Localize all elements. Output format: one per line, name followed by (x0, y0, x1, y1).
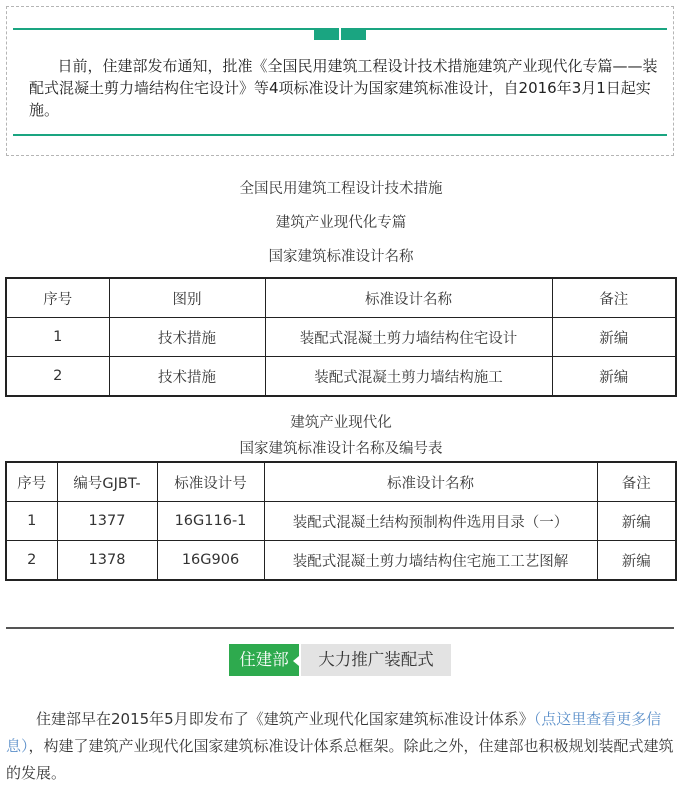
header-standard-name: 标准设计名称 (264, 462, 597, 502)
notice-tab-decoration (314, 28, 366, 40)
notice-text: 日前，住建部发布通知，批准《全国民用建筑工程设计技术措施建筑产业现代化专篇——装配式混凝土剪力墙结构住宅设计》等4项标准设计为国家建筑标准设计，自2016年3月1日起实施。 (29, 57, 658, 119)
header-standard-code: 标准设计号 (157, 462, 264, 502)
cell-standard-code: 16G116-1 (157, 502, 264, 541)
section-tag-secondary: 大力推广装配式 (301, 644, 451, 676)
section-tag-primary: 住建部 (229, 644, 299, 676)
intro-text-after-link: ，构建了建筑产业现代化国家建筑标准设计体系总框架。除此之外，住建部也积极规划装配式建筑的发展。 (6, 737, 674, 782)
cell-standard-name: 装配式混凝土剪力墙结构住宅设计 (265, 318, 552, 357)
table-row (6, 502, 676, 541)
cell-index: 2 (6, 541, 57, 581)
section-divider (6, 627, 674, 629)
cell-category: 技术措施 (109, 318, 265, 357)
table1-caption-2: 建筑产业现代化专篇 (275, 215, 407, 231)
header-category: 图别 (109, 278, 265, 318)
header-standard-name: 标准设计名称 (265, 278, 552, 318)
cell-standard-name: 装配式混凝土结构预制构件选用目录（一） (264, 502, 597, 541)
table-header-row (6, 462, 676, 502)
intro-text-before-link: 住建部早在2015年5月即发布了《建筑产业现代化国家建筑标准设计体系》 (36, 710, 534, 728)
notice-box (6, 6, 674, 156)
tag-arrow-icon (293, 656, 299, 666)
table-header-row (6, 278, 676, 318)
cell-gjbt-number: 1378 (57, 541, 157, 581)
more-info-link[interactable]: （点这里查看更多信息） (6, 710, 662, 755)
table-row (6, 318, 676, 357)
cell-remark: 新编 (552, 318, 676, 357)
standards-table-1 (5, 277, 677, 397)
cell-gjbt-number: 1377 (57, 502, 157, 541)
cell-category: 技术措施 (109, 357, 265, 397)
header-remark: 备注 (552, 278, 676, 318)
standards-table-2 (5, 461, 677, 581)
table1-caption-3: 国家建筑标准设计名称 (268, 249, 414, 265)
header-remark: 备注 (597, 462, 676, 502)
intro-paragraph (6, 706, 674, 787)
table-row (6, 541, 676, 581)
cell-standard-code: 16G906 (157, 541, 264, 581)
cell-remark: 新编 (597, 541, 676, 581)
table2-caption-2: 国家建筑标准设计名称及编号表 (239, 441, 443, 457)
cell-index: 2 (6, 357, 109, 397)
cell-remark: 新编 (552, 357, 676, 397)
cell-remark: 新编 (597, 502, 676, 541)
header-index: 序号 (6, 462, 57, 502)
table1-caption-1: 全国民用建筑工程设计技术措施 (239, 181, 443, 197)
notice-bottom-rule (13, 134, 667, 136)
cell-standard-name: 装配式混凝土剪力墙结构施工 (265, 357, 552, 397)
header-gjbt-number: 编号GJBT- (57, 462, 157, 502)
cell-standard-name: 装配式混凝土剪力墙结构住宅施工工艺图解 (264, 541, 597, 581)
header-index: 序号 (6, 278, 109, 318)
table-row (6, 357, 676, 397)
cell-index: 1 (6, 318, 109, 357)
table2-caption-1: 建筑产业现代化 (290, 415, 392, 431)
cell-index: 1 (6, 502, 57, 541)
